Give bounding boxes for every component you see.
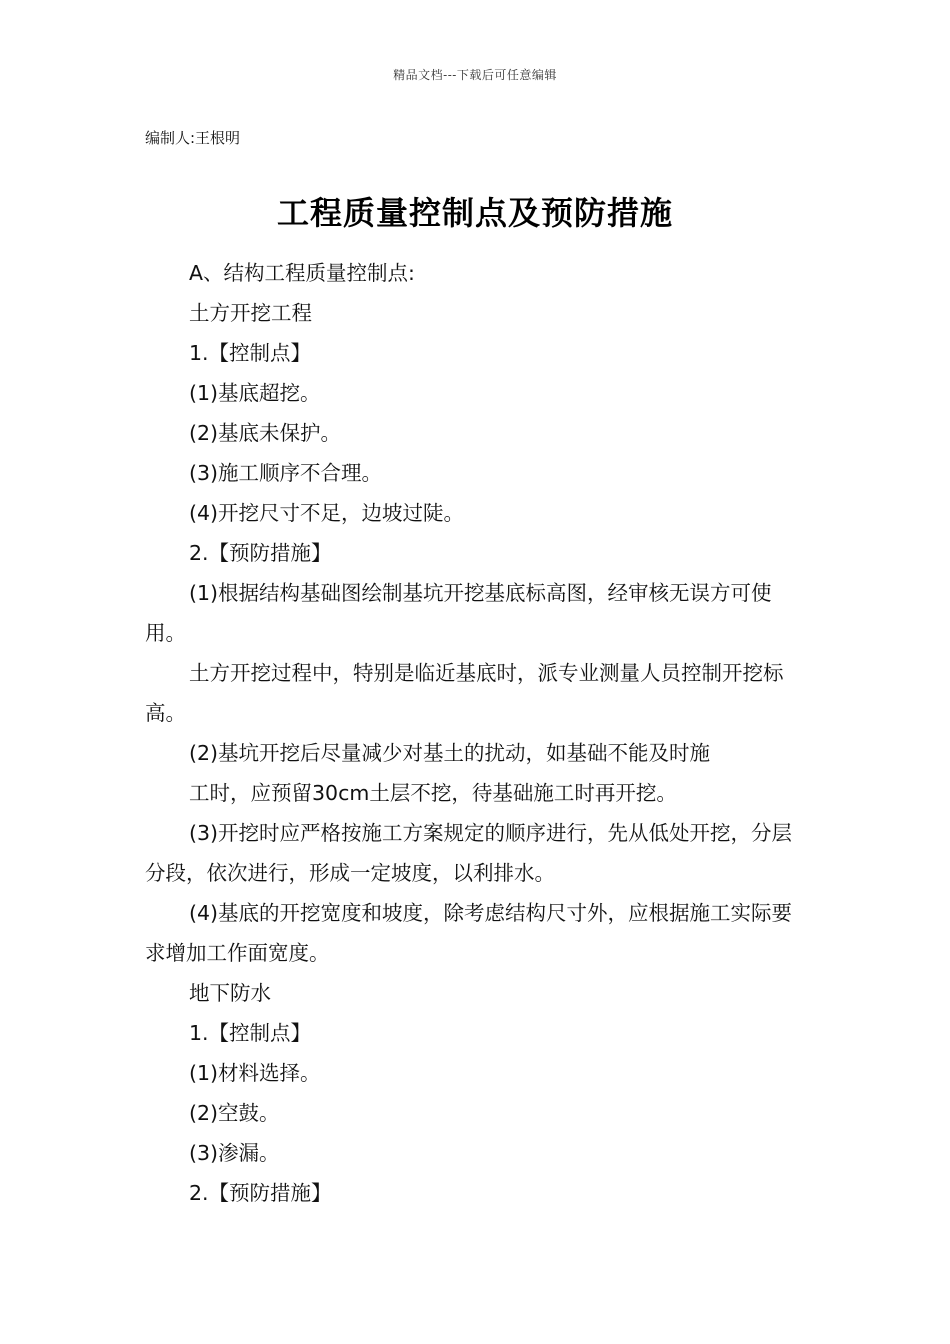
paragraph: (1)根据结构基础图绘制基坑开挖基底标高图，经审核无误方可使用。 xyxy=(145,581,772,645)
document-title: 工程质量控制点及预防措施 xyxy=(276,194,673,232)
subheading-preventive-measures: 2.【预防措施】 xyxy=(189,541,332,565)
subheading-control-points: 1.【控制点】 xyxy=(189,341,312,365)
list-item: (2)基底未保护。 xyxy=(189,421,342,445)
list-item: (3)渗漏。 xyxy=(189,1141,280,1165)
subheading-preventive-measures: 2.【预防措施】 xyxy=(189,1181,332,1205)
paragraph: (4)基底的开挖宽度和坡度，除考虑结构尺寸外，应根据施工实际要求增加工作面宽度。 xyxy=(145,901,793,965)
subheading-control-points: 1.【控制点】 xyxy=(189,1021,312,1045)
list-item: (3)施工顺序不合理。 xyxy=(189,461,383,485)
list-item: (4)开挖尺寸不足，边坡过陡。 xyxy=(189,501,465,525)
paragraph: (2)基坑开挖后尽量减少对基土的扰动，如基础不能及时施 xyxy=(189,741,711,765)
paragraph: 土方开挖过程中，特别是临近基底时，派专业测量人员控制开挖标高。 xyxy=(145,661,784,725)
paragraph: A、结构工程质量控制点: xyxy=(189,261,415,285)
editor-line: 编制人:王根明 xyxy=(145,129,241,147)
list-item: (2)空鼓。 xyxy=(189,1101,280,1125)
list-item: (1)基底超挖。 xyxy=(189,381,321,405)
list-item: (1)材料选择。 xyxy=(189,1061,321,1085)
section-heading: 土方开挖工程 xyxy=(189,301,312,325)
page-header-note: 精品文档---下载后可任意编辑 xyxy=(393,68,557,82)
paragraph: (3)开挖时应严格按施工方案规定的顺序进行，先从低处开挖，分层分段，依次进行，形成一定坡度，以利排水。 xyxy=(145,821,793,885)
document-body xyxy=(145,253,810,1213)
paragraph: 工时，应预留30cm土层不挖，待基础施工时再开挖。 xyxy=(189,781,677,805)
section-heading: 地下防水 xyxy=(189,981,271,1005)
